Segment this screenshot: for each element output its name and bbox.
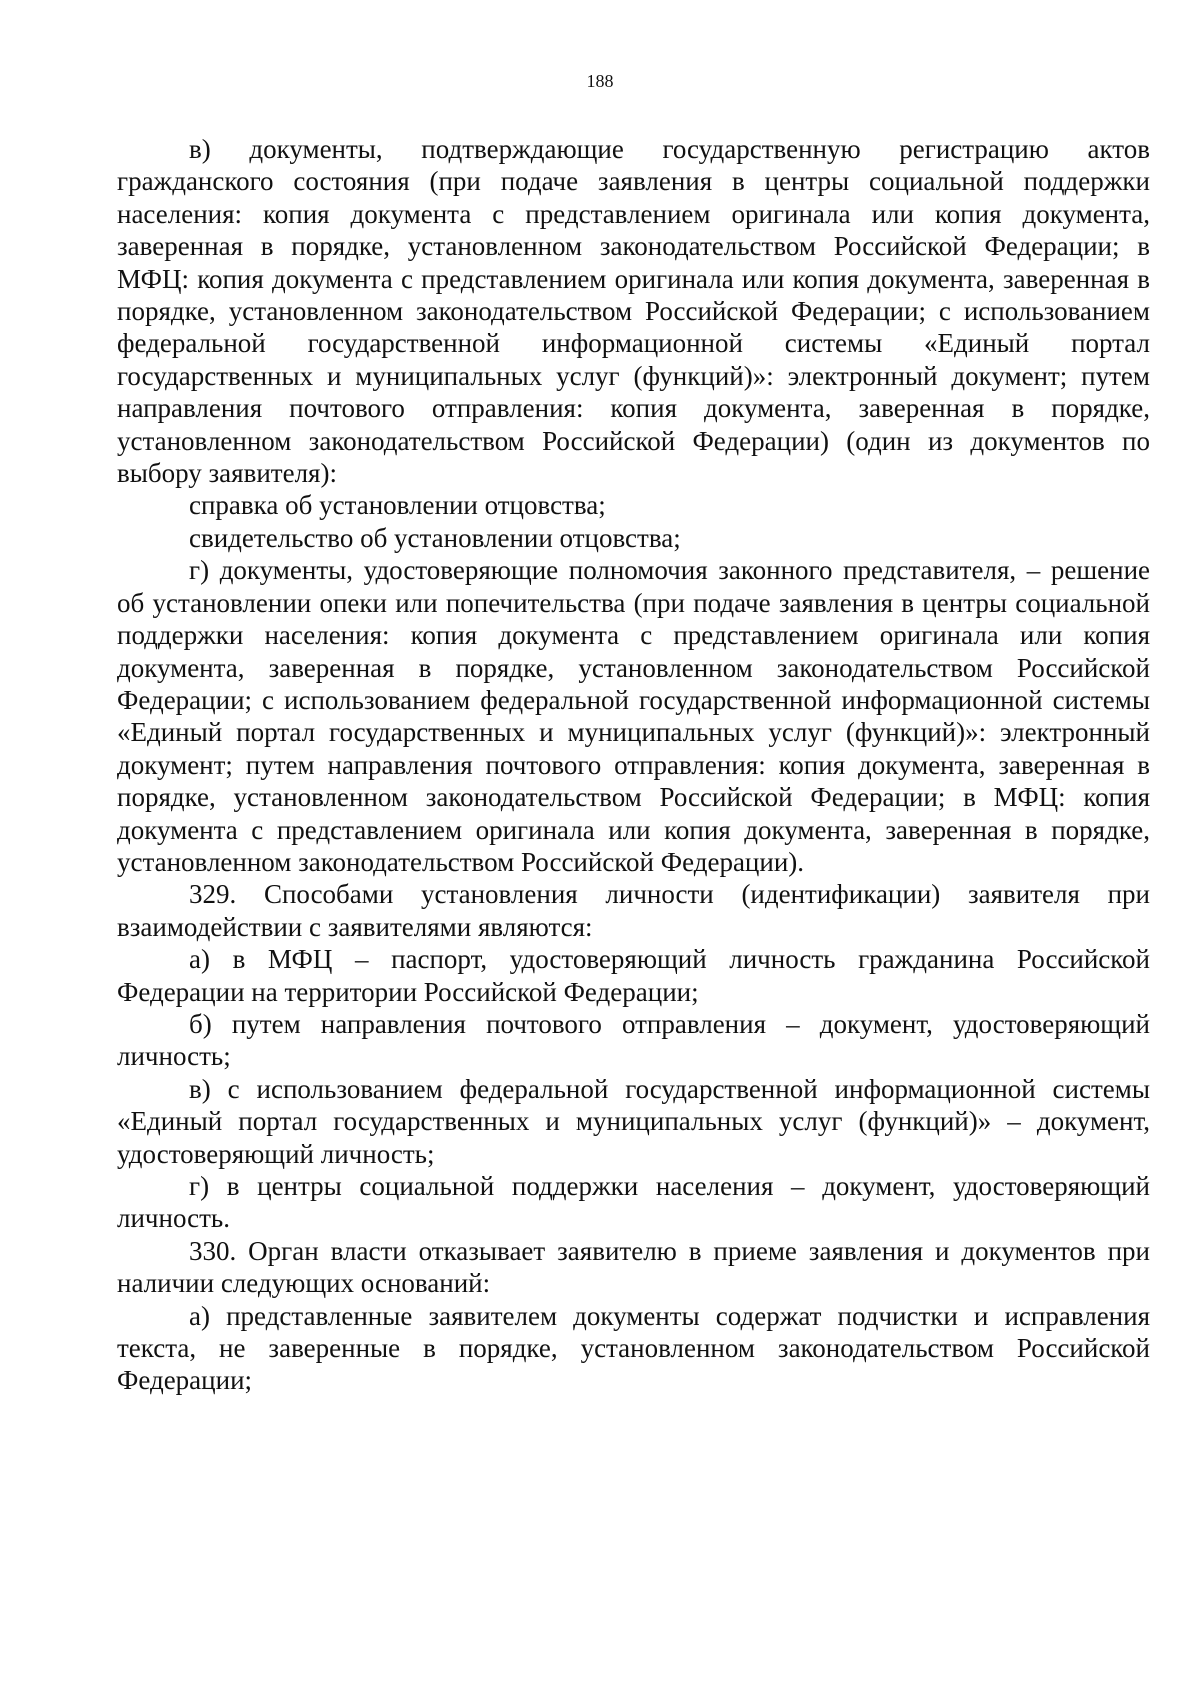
- paragraph-329-identification: 329. Способами установления личности (идентификации) заявителя при взаимодействии с заявителями являются:: [117, 879, 1150, 942]
- page-number: 188: [586, 71, 614, 91]
- paragraph-330-refusal: 330. Орган власти отказывает заявителю в приеме заявления и документов при наличии следующих оснований:: [117, 1235, 1150, 1299]
- paragraph-a-corrections: а) представленные заявителем документы содержат подчистки и исправления текста, не заверенные в порядке, установленном законодательством Российской Федерации;: [117, 1300, 1150, 1396]
- paragraph-paternity-certificate: справка об установлении отцовства;: [189, 490, 606, 521]
- paragraph-a-mfc-passport: а) в МФЦ – паспорт, удостоверяющий личность гражданина Российской Федерации на территории Российской Федерации;: [117, 944, 1150, 1007]
- document-body: [117, 133, 1150, 1397]
- paragraph-v-gosuslugi: в) с использованием федеральной государственной информационной системы «Единый портал государственных и муниципальных услуг (функций)» – документ, удостоверяющий личность;: [117, 1073, 1150, 1169]
- paragraph-b-postal: б) путем направления почтового отправления – документ, удостоверяющий личность;: [117, 1008, 1150, 1072]
- paragraph-v-documents-registration: в) документы, подтверждающие государственную регистрацию актов гражданского состояния (при подаче заявления в центры социальной поддержки населения: копия документа с представлением оригинала или копия документа, заверенная в порядке, установленном законодательством Российской Федерации; в МФЦ: копия документа с представлением оригинала или копия документа, заверенная в порядке, установленном законодательством Российской Федерации; с использованием федеральной государственной информационной системы «Единый портал государственных и муниципальных услуг (функций)»: электронный документ; путем направления почтового отправления: копия документа, заверенная в порядке, установленном законодательством Российской Федерации) (один из документов по выбору заявителя):: [117, 134, 1150, 489]
- paragraph-paternity-svidetelstvo: свидетельство об установлении отцовства;: [189, 522, 681, 553]
- paragraph-g-legal-representative: г) документы, удостоверяющие полномочия законного представителя, – решение об установлении опеки или попечительства (при подаче заявления в центры социальной поддержки населения: копия документа с представлением оригинала или копия документа, заверенная в порядке, установленном законодательством Российской Федерации; с использованием федеральной государственной информационной системы «Единый портал государственных и муниципальных услуг (функций)»: электронный документ; путем направления почтового отправления: копия документа, заверенная в порядке, установленном законодательством Российской Федерации; в МФЦ: копия документа с представлением оригинала или копия документа, заверенная в порядке, установленном законодательством Российской Федерации).: [117, 555, 1150, 877]
- paragraph-g-social-centers: г) в центры социальной поддержки населения – документ, удостоверяющий личность.: [117, 1171, 1150, 1234]
